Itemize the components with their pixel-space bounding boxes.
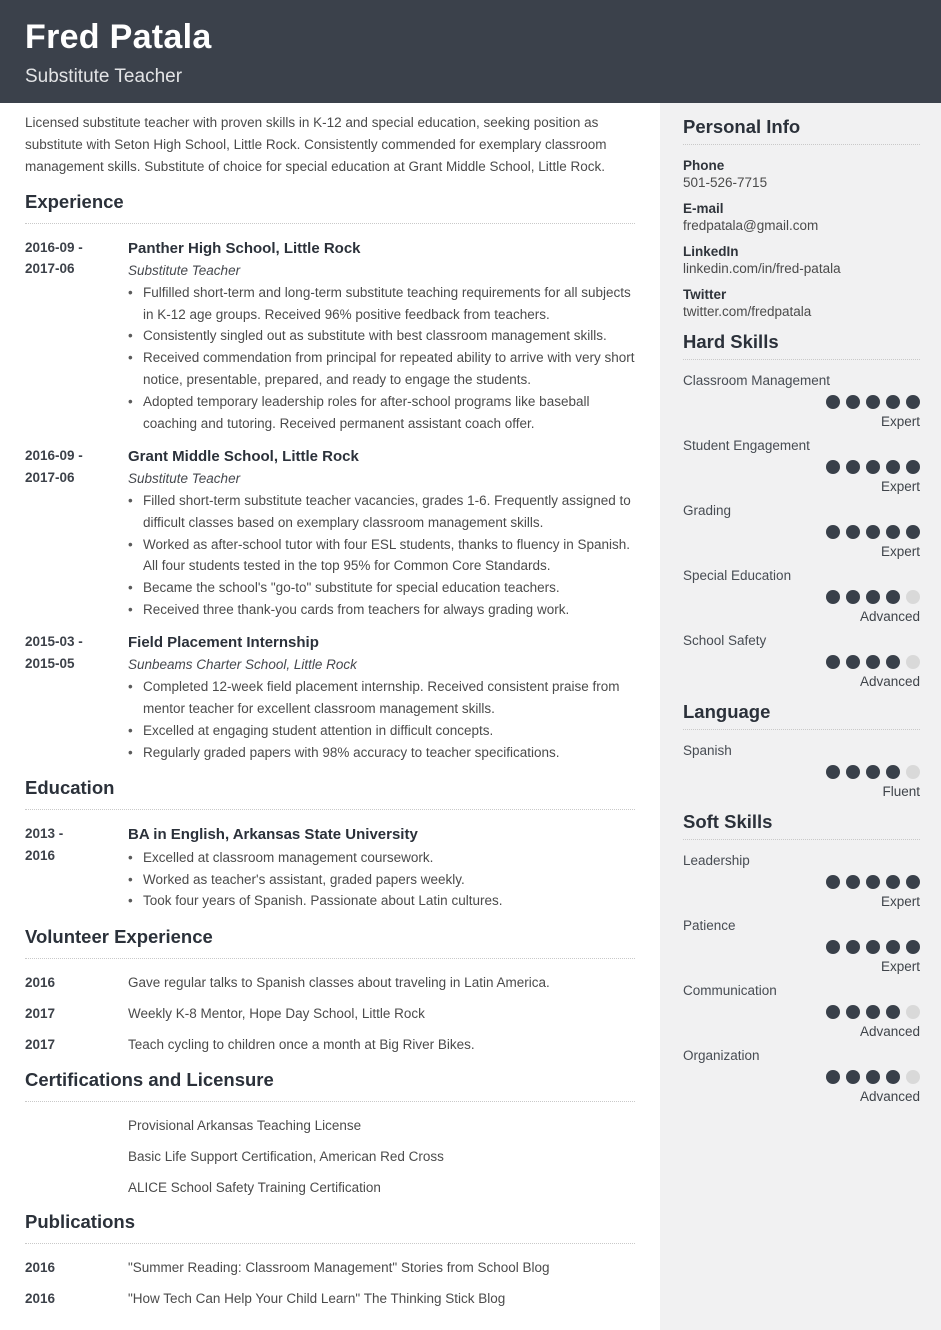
- rating-dot-filled: [826, 875, 840, 889]
- entry-subtitle: Sunbeams Charter School, Little Rock: [128, 657, 357, 673]
- rating-dot-filled: [846, 940, 860, 954]
- rating-dot-filled: [826, 525, 840, 539]
- entry-title: Panther High School, Little Rock: [128, 239, 361, 257]
- bullet-item: [128, 490, 635, 534]
- skill-name: Communication: [683, 983, 777, 998]
- bullet-item: [128, 282, 635, 326]
- content-columns: [0, 103, 941, 1330]
- skill-name: School Safety: [683, 633, 767, 648]
- rating-dot-filled: [846, 590, 860, 604]
- bullet-item: [128, 869, 635, 891]
- rating-dot-filled: [866, 765, 880, 779]
- rating-dot-filled: [846, 655, 860, 669]
- bullet-marker: •: [128, 328, 133, 344]
- skill-item: [683, 983, 920, 1039]
- rating-dot-filled: [826, 590, 840, 604]
- skill-item: [683, 1048, 920, 1104]
- bullet-item: [128, 325, 635, 347]
- skill-rating-dots: [683, 940, 920, 954]
- entry-subtitle: Substitute Teacher: [128, 470, 241, 486]
- rating-dot-empty: [906, 655, 920, 669]
- rating-dot-filled: [886, 525, 900, 539]
- skill-item: [683, 568, 920, 624]
- skill-name: Leadership: [683, 853, 750, 868]
- skill-rating-dots: [683, 1070, 920, 1084]
- date-start: 2013 -: [25, 826, 64, 842]
- bullet-text: Excelled at engaging student attention in difficult concepts.: [143, 722, 494, 738]
- skill-level: Advanced: [859, 1089, 920, 1104]
- skill-level: Expert: [880, 544, 920, 559]
- rating-dot-filled: [826, 940, 840, 954]
- row-text: Weekly K-8 Mentor, Hope Day School, Little Rock: [128, 1006, 425, 1022]
- rating-dot-filled: [886, 1005, 900, 1019]
- bullet-item: [128, 599, 635, 621]
- rating-dot-filled: [866, 525, 880, 539]
- section-heading-experience: Experience: [25, 187, 635, 224]
- language-name: Spanish: [683, 743, 732, 758]
- entry-details: [128, 445, 635, 621]
- publication-row: [25, 1288, 635, 1310]
- sidebar-column: [660, 103, 941, 1330]
- row-text: Provisional Arkansas Teaching License: [128, 1117, 362, 1133]
- experience-entry: [25, 631, 635, 764]
- rating-dot-filled: [886, 765, 900, 779]
- volunteer-row: [25, 1034, 635, 1056]
- skill-name: Patience: [683, 918, 736, 933]
- bullet-text: Fulfilled short-term and long-term substitute teaching requirements for all subjects in K-12 age groups. Received 96% positive feedback from teachers.: [143, 284, 631, 322]
- field-label: Twitter: [683, 287, 727, 302]
- personal-info-field: [683, 244, 920, 276]
- skill-item: [683, 633, 920, 689]
- row-text: Teach cycling to children once a month at Big River Bikes.: [128, 1036, 475, 1052]
- skill-rating-dots: [683, 1005, 920, 1019]
- bullet-text: Filled short-term substitute teacher vacancies, grades 1-6. Frequently assigned to difficult classes based on exemplary classroom management skills.: [143, 492, 631, 530]
- skill-name: Special Education: [683, 568, 792, 583]
- date-start: 2015-03 -: [25, 633, 83, 649]
- experience-entry: [25, 445, 635, 621]
- bullet-marker: •: [128, 722, 133, 738]
- certification-row: [25, 1177, 635, 1199]
- bullet-marker: •: [128, 350, 133, 366]
- row-date: 2017: [25, 1036, 56, 1052]
- bullet-text: Consistently singled out as substitute with best classroom management skills.: [143, 328, 607, 344]
- rating-dot-filled: [906, 940, 920, 954]
- rating-dot-filled: [826, 460, 840, 474]
- personal-info-field: [683, 287, 920, 319]
- rating-dot-filled: [846, 525, 860, 539]
- row-date: [25, 1115, 128, 1137]
- rating-dot-filled: [826, 655, 840, 669]
- entry-dates: [25, 237, 128, 435]
- education-entry: [25, 823, 635, 912]
- entry-details: [128, 631, 635, 764]
- rating-dot-filled: [846, 1070, 860, 1084]
- rating-dot-filled: [826, 1070, 840, 1084]
- rating-dot-empty: [906, 1070, 920, 1084]
- bullet-text: Became the school's "go-to" substitute for special education teachers.: [143, 580, 560, 596]
- publication-row: [25, 1257, 635, 1279]
- twitter-value: twitter.com/fredpatala: [683, 304, 812, 319]
- sidebar-heading-personal-info: Personal Info: [683, 116, 920, 145]
- bullet-text: Received commendation from principal for repeated ability to arrive with very short notice, presentable, prepared, and ready to engage the students.: [143, 350, 635, 388]
- bullet-marker: •: [128, 393, 133, 409]
- rating-dot-filled: [866, 460, 880, 474]
- rating-dot-filled: [906, 875, 920, 889]
- skill-level: Advanced: [859, 674, 920, 689]
- rating-dot-empty: [906, 1005, 920, 1019]
- row-text: Basic Life Support Certification, American Red Cross: [128, 1148, 444, 1164]
- rating-dot-filled: [866, 940, 880, 954]
- skill-name: Classroom Management: [683, 373, 831, 388]
- rating-dot-filled: [886, 655, 900, 669]
- row-text: "How Tech Can Help Your Child Learn" The Thinking Stick Blog: [128, 1291, 506, 1307]
- rating-dot-filled: [846, 1005, 860, 1019]
- bullet-marker: •: [128, 744, 133, 760]
- field-label: E-mail: [683, 201, 724, 216]
- volunteer-row: [25, 972, 635, 994]
- skill-level: Expert: [880, 479, 920, 494]
- date-start: 2016-09 -: [25, 239, 83, 255]
- date-end: 2016: [25, 848, 56, 864]
- bullet-marker: •: [128, 580, 133, 596]
- bullet-text: Took four years of Spanish. Passionate about Latin cultures.: [143, 893, 503, 909]
- entry-dates: [25, 823, 128, 912]
- rating-dot-filled: [846, 395, 860, 409]
- rating-dot-filled: [886, 395, 900, 409]
- phone-value: 501-526-7715: [683, 175, 768, 190]
- bullet-text: Worked as teacher's assistant, graded papers weekly.: [143, 871, 465, 887]
- bullet-marker: •: [128, 602, 133, 618]
- bullet-text: Regularly graded papers with 98% accuracy to teacher specifications.: [143, 744, 560, 760]
- bullet-marker: •: [128, 536, 133, 552]
- row-date: 2016: [25, 1291, 56, 1307]
- rating-dot-filled: [886, 940, 900, 954]
- rating-dot-empty: [906, 765, 920, 779]
- person-job-title: Substitute Teacher: [25, 65, 183, 87]
- rating-dot-filled: [826, 1005, 840, 1019]
- bullet-marker: •: [128, 849, 133, 865]
- section-heading-publications: Publications: [25, 1207, 635, 1244]
- bullet-item: [128, 847, 635, 869]
- row-date: 2016: [25, 975, 56, 991]
- sidebar-heading-soft-skills: Soft Skills: [683, 811, 920, 840]
- rating-dot-filled: [906, 460, 920, 474]
- skill-rating-dots: [683, 395, 920, 409]
- skill-rating-dots: [683, 460, 920, 474]
- bullet-text: Worked as after-school tutor with four ESL students, thanks to fluency in Spanish. All four students tested in the top 95% for Common Core Standards.: [143, 536, 631, 574]
- row-date: [25, 1177, 128, 1199]
- skill-level: Advanced: [859, 609, 920, 624]
- skill-level: Expert: [880, 414, 920, 429]
- rating-dot-filled: [886, 1070, 900, 1084]
- bullet-text: Excelled at classroom management coursework.: [143, 849, 434, 865]
- row-text: "Summer Reading: Classroom Management" Stories from School Blog: [128, 1260, 550, 1276]
- skill-level: Advanced: [859, 1024, 920, 1039]
- entry-title: Field Placement Internship: [128, 633, 319, 651]
- bullet-item: [128, 742, 635, 764]
- rating-dot-filled: [866, 590, 880, 604]
- skill-item: [683, 438, 920, 494]
- skill-name: Organization: [683, 1048, 760, 1063]
- rating-dot-filled: [866, 1070, 880, 1084]
- rating-dot-filled: [846, 765, 860, 779]
- personal-info-field: [683, 201, 920, 233]
- skill-rating-dots: [683, 655, 920, 669]
- row-date: [25, 1146, 128, 1168]
- rating-dot-filled: [866, 875, 880, 889]
- row-text: Gave regular talks to Spanish classes about traveling in Latin America.: [128, 975, 550, 991]
- bullet-item: [128, 720, 635, 742]
- language-item: [683, 743, 920, 799]
- skill-level: Expert: [880, 959, 920, 974]
- bullet-marker: •: [128, 679, 133, 695]
- skill-item: [683, 503, 920, 559]
- main-column: [0, 103, 660, 1330]
- bullet-marker: •: [128, 492, 133, 508]
- rating-dot-filled: [906, 525, 920, 539]
- row-date: 2017: [25, 1006, 56, 1022]
- entry-dates: [25, 445, 128, 621]
- summary-paragraph: Licensed substitute teacher with proven skills in K-12 and special education, seeking position as substitute with Seton High School, Little Rock. Consistently commended for exemplary classroom management skills. Substitute of choice for special education at Grant Middle School, Little Rock.: [25, 115, 607, 174]
- language-rating-dots: [683, 765, 920, 779]
- skill-item: [683, 853, 920, 909]
- rating-dot-filled: [866, 655, 880, 669]
- rating-dot-filled: [846, 460, 860, 474]
- skill-level: Expert: [880, 894, 920, 909]
- rating-dot-filled: [846, 875, 860, 889]
- date-end: 2017-06: [25, 261, 75, 277]
- bullet-text: Completed 12-week field placement internship. Received consistent praise from mentor teacher for excellent classroom management skills.: [143, 679, 620, 716]
- field-label: Phone: [683, 158, 725, 173]
- bullet-item: [128, 676, 635, 720]
- skill-item: [683, 918, 920, 974]
- skill-rating-dots: [683, 525, 920, 539]
- bullet-item: [128, 391, 635, 435]
- rating-dot-filled: [866, 395, 880, 409]
- rating-dot-filled: [866, 1005, 880, 1019]
- person-name: Fred Patala: [25, 18, 212, 56]
- row-text: ALICE School Safety Training Certification: [128, 1179, 381, 1195]
- entry-details: [128, 823, 635, 912]
- date-end: 2017-06: [25, 469, 75, 485]
- rating-dot-filled: [906, 395, 920, 409]
- date-end: 2015-05: [25, 655, 75, 671]
- personal-info-field: [683, 158, 920, 190]
- volunteer-row: [25, 1003, 635, 1025]
- rating-dot-empty: [906, 590, 920, 604]
- rating-dot-filled: [886, 590, 900, 604]
- bullet-item: [128, 347, 635, 391]
- rating-dot-filled: [886, 875, 900, 889]
- entry-dates: [25, 631, 128, 764]
- certification-row: [25, 1115, 635, 1137]
- bullet-item: [128, 890, 635, 912]
- bullet-text: Adopted temporary leadership roles for after-school programs like baseball coaching and tutoring. Received permanent assistant coach offer.: [143, 393, 590, 431]
- skill-name: Student Engagement: [683, 438, 810, 453]
- entry-title: BA in English, Arkansas State University: [128, 826, 418, 844]
- entry-subtitle: Substitute Teacher: [128, 262, 241, 278]
- rating-dot-filled: [826, 395, 840, 409]
- bullet-item: [128, 577, 635, 599]
- skill-item: [683, 373, 920, 429]
- skill-name: Grading: [683, 503, 732, 518]
- bullet-text: Received three thank-you cards from teachers for always grading work.: [143, 602, 570, 618]
- field-label: LinkedIn: [683, 244, 739, 259]
- rating-dot-filled: [886, 460, 900, 474]
- bullet-item: [128, 534, 635, 578]
- resume-header: [0, 0, 941, 103]
- entry-details: [128, 237, 635, 435]
- email-value: fredpatala@gmail.com: [683, 218, 819, 233]
- row-date: 2016: [25, 1260, 56, 1276]
- bullet-marker: •: [128, 893, 133, 909]
- skill-rating-dots: [683, 590, 920, 604]
- sidebar-heading-hard-skills: Hard Skills: [683, 331, 920, 360]
- certification-row: [25, 1146, 635, 1168]
- rating-dot-filled: [826, 765, 840, 779]
- bullet-marker: •: [128, 871, 133, 887]
- section-heading-certifications: Certifications and Licensure: [25, 1065, 635, 1102]
- bullet-marker: •: [128, 284, 133, 300]
- section-heading-education: Education: [25, 773, 635, 810]
- section-heading-volunteer: Volunteer Experience: [25, 922, 635, 959]
- linkedin-value: linkedin.com/in/fred-patala: [683, 261, 841, 276]
- experience-entry: [25, 237, 635, 435]
- date-start: 2016-09 -: [25, 447, 83, 463]
- sidebar-heading-language: Language: [683, 701, 920, 730]
- language-level: Fluent: [882, 784, 920, 799]
- entry-title: Grant Middle School, Little Rock: [128, 447, 359, 465]
- skill-rating-dots: [683, 875, 920, 889]
